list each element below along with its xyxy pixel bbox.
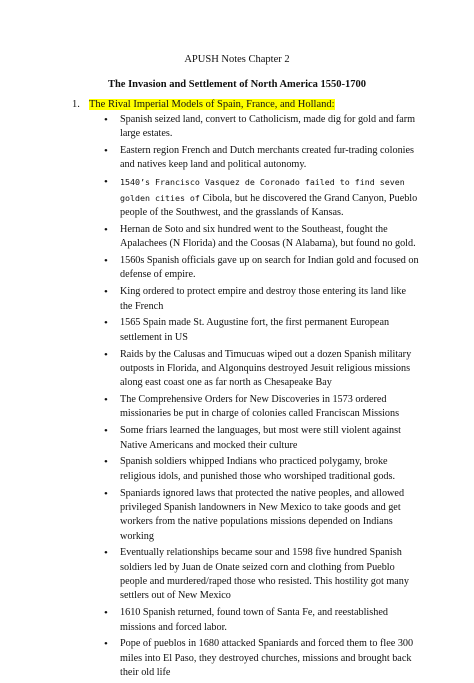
- list-item: • Spanish seized land, convert to Catholicism, made dig for gold and farm large estates.: [120, 113, 420, 142]
- list-item: • Pope of pueblos in 1680 attacked Spaniards and forced them to flee 300 miles into El Paso, they destroyed churches, missions and brought back their old life: [120, 637, 420, 680]
- section-number: 1.: [72, 99, 80, 110]
- list-item-rest: Cibola, but he discovered the Grand Canyon, Pueblo people of the Southwest, and the grasslands of Kansas.: [120, 192, 418, 218]
- list-item-lead: 1540’s Francisco Vasquez de Coronado failed to find seven golden cities of: [120, 177, 405, 203]
- section-heading-text: The Rival Imperial Models of Spain, France, and Holland:: [89, 99, 335, 110]
- section-heading: [72, 99, 335, 110]
- list-item: • Spaniards ignored laws that protected the native peoples, and allowed privileged Spanish landowners in New Mexico to take goods and get workers from the native populations missions depended on Indians working: [120, 487, 420, 544]
- list-item: • 1565 Spain made St. Augustine fort, the first permanent European settlement in US: [120, 316, 420, 345]
- list-item: [120, 175, 420, 220]
- list-item: • Some friars learned the languages, but most were still violent against Native Americans and mocked their culture: [120, 424, 420, 453]
- list-item: • Raids by the Calusas and Timucuas wiped out a dozen Spanish military outposts in Florida, and Algonquins destroyed Jesuit religious missions along east coast one as far north as Chesapeake Bay: [120, 348, 420, 391]
- document-title: APUSH Notes Chapter 2: [184, 54, 290, 65]
- list-item: • Hernan de Soto and six hundred went to the Southeast, fought the Apalachees (N Florida) and the Coosas (N Alabama), but found no gold.: [120, 223, 420, 252]
- list-item: • Eventually relationships became sour and 1598 five hundred Spanish soldiers led by Juan de Onate seized corn and clothing from Pueblo people and murdered/raped those who resisted. This hostility got many settlers out of New Mexico: [120, 546, 420, 603]
- list-item: • Eastern region French and Dutch merchants created fur-trading colonies and natives keep land and political autonomy.: [120, 144, 420, 173]
- list-item: • King ordered to protect empire and destroy those entering its land like the French: [120, 285, 420, 314]
- list-item: • 1610 Spanish returned, found town of Santa Fe, and reestablished missions and forced labor.: [120, 606, 420, 635]
- list-item: • Spanish soldiers whipped Indians who practiced polygamy, broke religious idols, and punished those who worshiped traditional gods.: [120, 455, 420, 484]
- list-item: • The Comprehensive Orders for New Discoveries in 1573 ordered missionaries be put in charge of colonies called Franciscan Missions: [120, 393, 420, 422]
- notes-list: [120, 113, 420, 683]
- list-item: • 1560s Spanish officials gave up on search for Indian gold and focused on defense of empire.: [120, 254, 420, 283]
- document-subtitle: The Invasion and Settlement of North America 1550-1700: [107, 79, 367, 90]
